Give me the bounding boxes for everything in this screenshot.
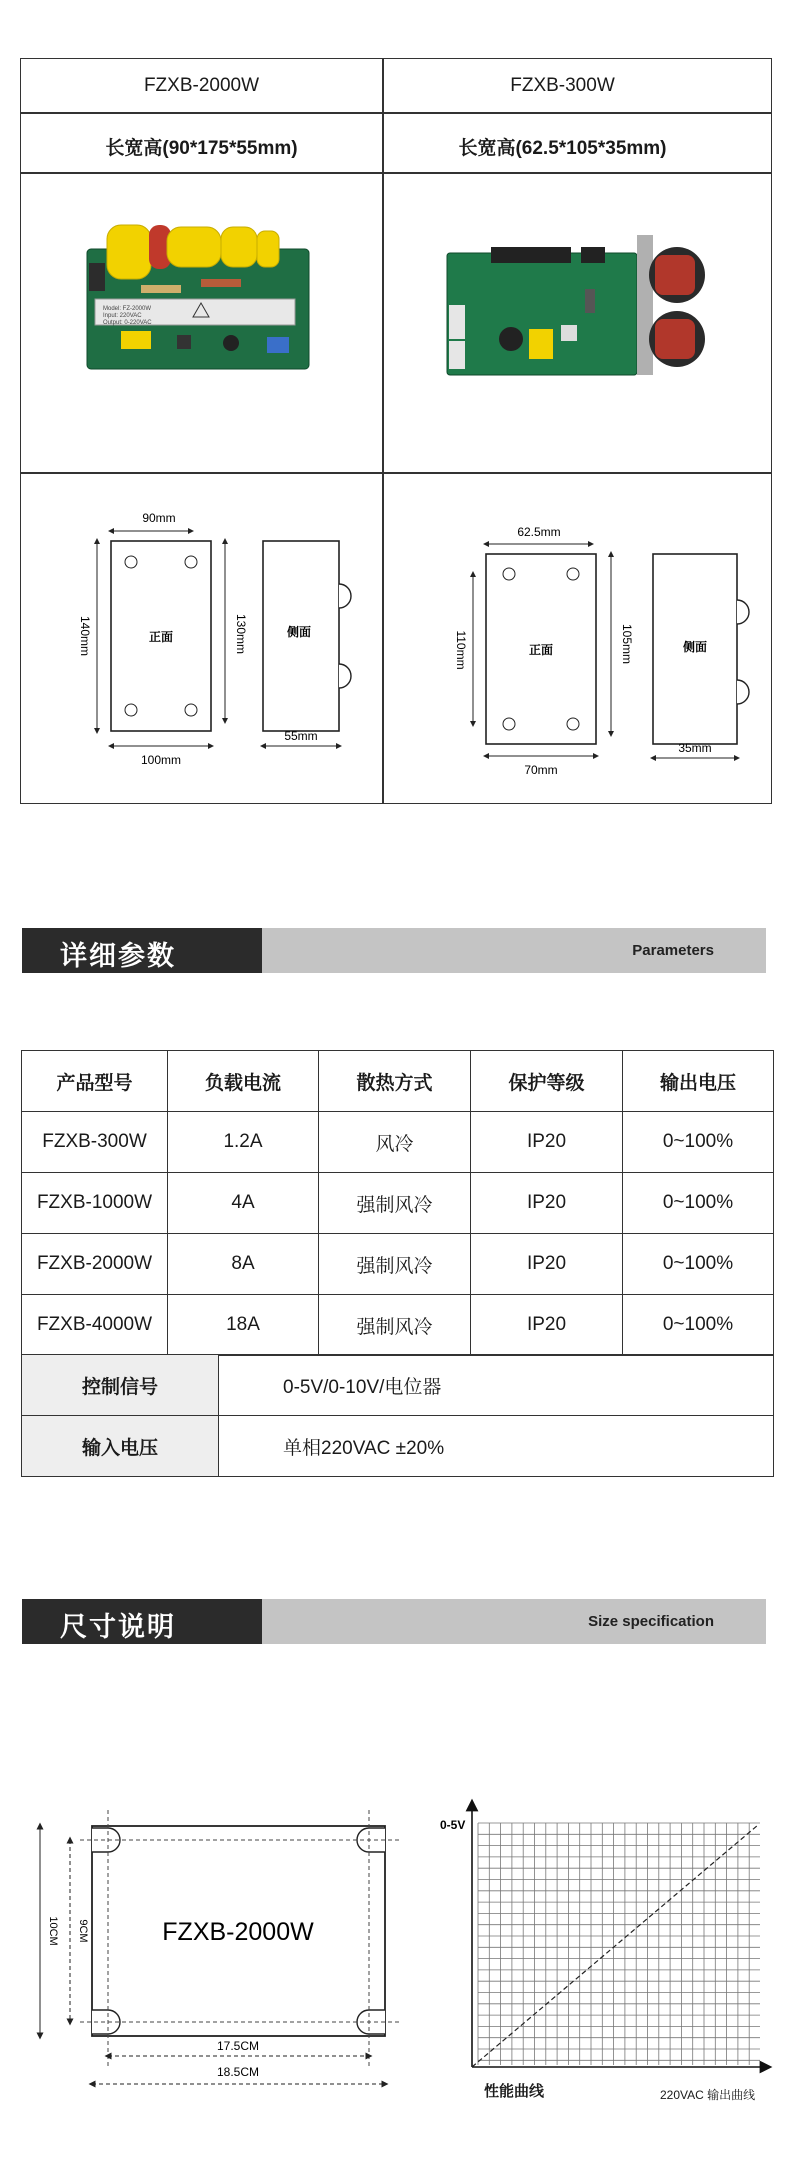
table-row xyxy=(22,1173,774,1234)
control-signal-label: 控制信号 xyxy=(22,1355,219,1416)
section-subtitle: Size specification xyxy=(588,1613,714,1630)
section-title: 尺寸说明 xyxy=(60,1612,176,1642)
board-photo-2000w xyxy=(81,219,321,379)
product-comparison-table xyxy=(20,58,772,804)
table-cell: FZXB-2000W xyxy=(22,1234,168,1295)
header-cell: 产品型号 xyxy=(22,1051,168,1112)
svg-text:FZXB-2000W: FZXB-2000W xyxy=(162,1918,314,1946)
table-cell: 4A xyxy=(168,1173,319,1234)
table-divider xyxy=(21,172,771,174)
table-cell: 1.2A xyxy=(168,1112,319,1173)
table-cell: 0~100% xyxy=(623,1295,774,1356)
svg-text:110mm: 110mm xyxy=(454,630,468,670)
table-cell: 0~100% xyxy=(623,1173,774,1234)
model-title-300w: FZXB-300W xyxy=(510,75,615,96)
svg-text:140mm: 140mm xyxy=(78,615,92,657)
header-cell: 散热方式 xyxy=(319,1051,471,1112)
table-cell: FZXB-1000W xyxy=(22,1173,168,1234)
svg-text:18.5CM: 18.5CM xyxy=(216,2065,260,2079)
parameters-extra-table xyxy=(21,1354,774,1477)
input-voltage-value: 单相220VAC ±20% xyxy=(219,1416,774,1477)
table-cell: 0~100% xyxy=(623,1234,774,1295)
svg-text:130mm: 130mm xyxy=(234,613,248,655)
svg-text:Input: 220VAC: Input: 220VAC xyxy=(103,313,142,319)
size-2000w: 长宽高(90*175*55mm) xyxy=(105,138,298,159)
table-divider xyxy=(21,472,771,474)
dimension-drawing-2000w xyxy=(41,484,361,794)
control-signal-value: 0-5V/0-10V/电位器 xyxy=(219,1355,774,1416)
table-divider xyxy=(21,112,771,114)
table-cell: 强制风冷 xyxy=(319,1234,471,1295)
svg-text:侧面: 侧面 xyxy=(286,625,312,639)
svg-text:105mm: 105mm xyxy=(620,623,634,665)
input-voltage-label: 输入电压 xyxy=(22,1416,219,1477)
table-cell: 8A xyxy=(168,1234,319,1295)
table-header-row xyxy=(22,1051,774,1112)
svg-text:Model: FZ-2000W: Model: FZ-2000W xyxy=(103,306,152,312)
table-divider xyxy=(382,59,384,803)
table-row xyxy=(22,1416,774,1477)
section-header-size xyxy=(22,1599,766,1644)
table-cell: IP20 xyxy=(471,1234,623,1295)
svg-text:Output: 0-220VAC: Output: 0-220VAC xyxy=(103,320,152,326)
table-cell: 强制风冷 xyxy=(319,1173,471,1234)
table-cell: IP20 xyxy=(471,1295,623,1356)
table-row xyxy=(22,1112,774,1173)
header-cell: 负载电流 xyxy=(168,1051,319,1112)
table-cell: IP20 xyxy=(471,1173,623,1234)
table-cell: 强制风冷 xyxy=(319,1295,471,1356)
performance-curve-chart xyxy=(430,1795,775,2085)
model-title-2000w: FZXB-2000W xyxy=(143,75,260,96)
curve-caption: 性能曲线 xyxy=(484,2083,545,2100)
svg-text:100mm: 100mm xyxy=(140,753,182,767)
svg-text:17.5CM: 17.5CM xyxy=(216,2039,260,2053)
header-cell: 输出电压 xyxy=(623,1051,774,1112)
table-cell: 0~100% xyxy=(623,1112,774,1173)
svg-text:侧面: 侧面 xyxy=(682,640,708,654)
x-axis-label: 220VAC 输出曲线 xyxy=(660,2088,756,2102)
section-subtitle: Parameters xyxy=(632,942,714,959)
svg-text:9CM: 9CM xyxy=(77,1919,89,1943)
svg-text:正面: 正面 xyxy=(528,643,554,657)
dimension-drawing-300w xyxy=(421,494,761,794)
y-axis-label: 0-5V xyxy=(440,1818,466,1832)
svg-text:35mm: 35mm xyxy=(678,741,712,755)
table-row xyxy=(22,1295,774,1356)
table-cell: 风冷 xyxy=(319,1112,471,1173)
table-cell: FZXB-300W xyxy=(22,1112,168,1173)
header-cell: 保护等级 xyxy=(471,1051,623,1112)
parameters-table xyxy=(21,1050,774,1356)
section-header-parameters xyxy=(22,928,766,973)
section-title: 详细参数 xyxy=(60,941,176,971)
svg-text:10CM: 10CM xyxy=(47,1916,59,1946)
table-row xyxy=(22,1234,774,1295)
table-cell: IP20 xyxy=(471,1112,623,1173)
board-photo-300w xyxy=(441,229,731,379)
table-row xyxy=(22,1355,774,1416)
svg-text:62.5mm: 62.5mm xyxy=(517,525,561,539)
size-300w: 长宽高(62.5*105*35mm) xyxy=(458,138,667,159)
svg-text:55mm: 55mm xyxy=(284,729,318,743)
mounting-dimension-drawing xyxy=(20,1800,410,2100)
table-cell: 18A xyxy=(168,1295,319,1356)
svg-text:70mm: 70mm xyxy=(524,763,558,777)
svg-text:正面: 正面 xyxy=(148,630,174,644)
svg-text:90mm: 90mm xyxy=(142,511,176,525)
table-cell: FZXB-4000W xyxy=(22,1295,168,1356)
